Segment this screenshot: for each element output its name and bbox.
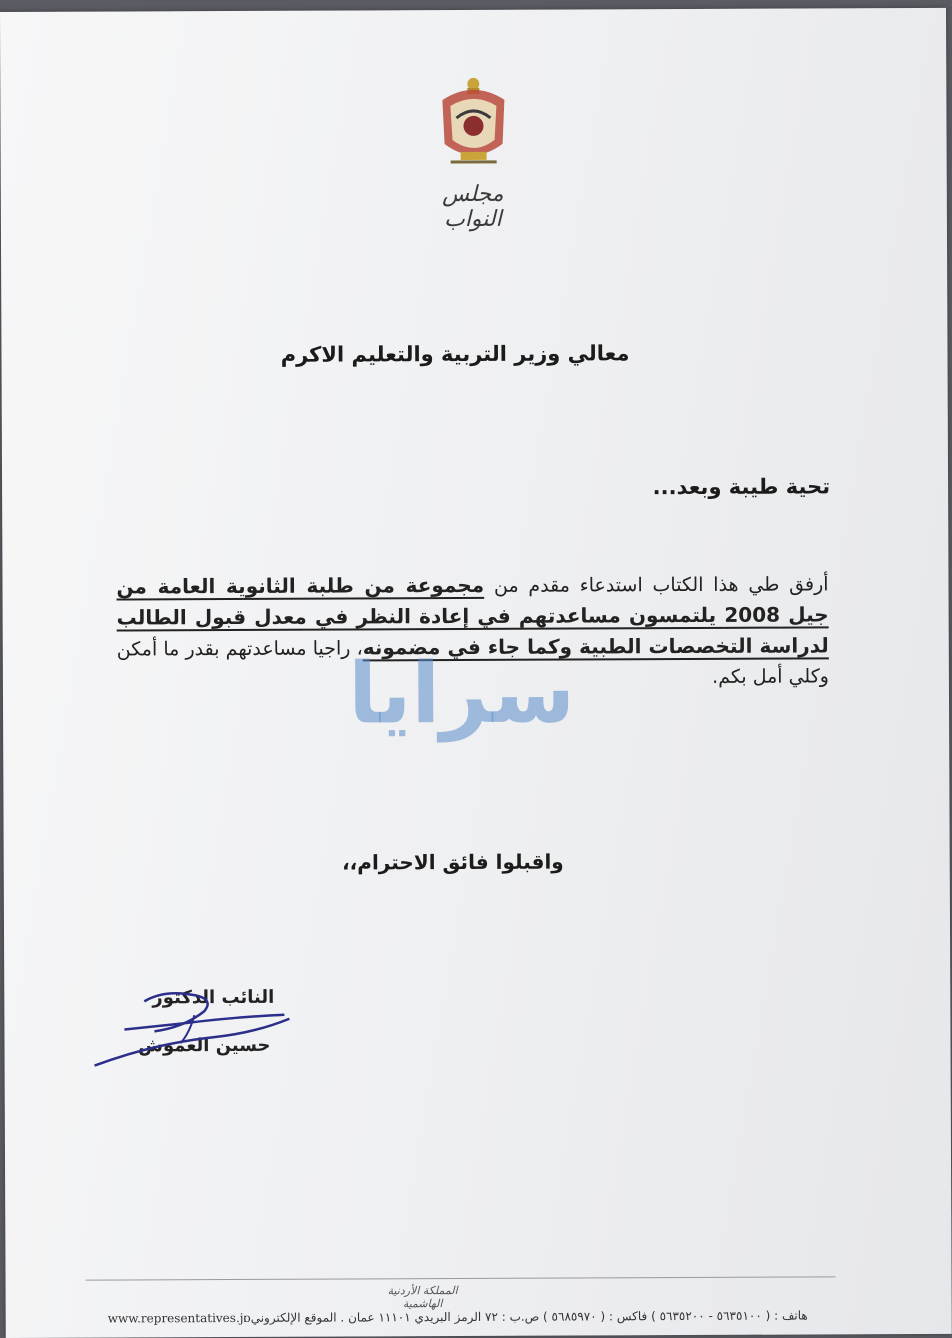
handwritten-signature-icon bbox=[84, 971, 314, 1082]
letter-page bbox=[0, 8, 952, 1338]
footer-website: www.representatives.jo bbox=[107, 1310, 251, 1326]
org-logo: مجلس النواب bbox=[442, 181, 504, 233]
signer-title: النائب الدكتور bbox=[152, 986, 275, 1009]
addressee: معالي وزير التربية والتعليم الاكرم bbox=[280, 341, 630, 367]
greeting: تحية طيبة وبعد... bbox=[652, 474, 831, 500]
body-conclusion: ، راجيا مساعدتهم بقدر ما أمكن وكلي أمل بكم. bbox=[116, 637, 829, 688]
jordan-coat-of-arms-icon bbox=[436, 74, 510, 174]
closing: واقبلوا فائق الاحترام،، bbox=[342, 849, 564, 875]
footer-contact: هاتف : ( ٥٦٣٥١٠٠ - ٥٦٣٥٢٠٠ ) فاكس : ( ٥٦٨٥٩٧٠ ) ص.ب : ٧٢ الرمز البريدي ١١١٠١ عمان . الموقع الإلكتروني : bbox=[242, 1308, 808, 1325]
footer-logo: المملكة الأردنية الهاشمية bbox=[387, 1284, 458, 1311]
body-emphasis: مجموعة من طلبة الثانوية العامة من جيل 2008 يلتمسون مساعدتهم في إعادة النظر في معدل قبول الطالب لدراسة التخصصات الطبية وكما جاء في مضمونه bbox=[116, 572, 829, 660]
watermark: سرايا bbox=[348, 643, 576, 743]
footer-divider bbox=[86, 1276, 836, 1280]
body-intro: أرفق طي هذا الكتاب استدعاء مقدم من bbox=[484, 573, 829, 597]
signer-name: حسين العموش bbox=[138, 1034, 271, 1057]
